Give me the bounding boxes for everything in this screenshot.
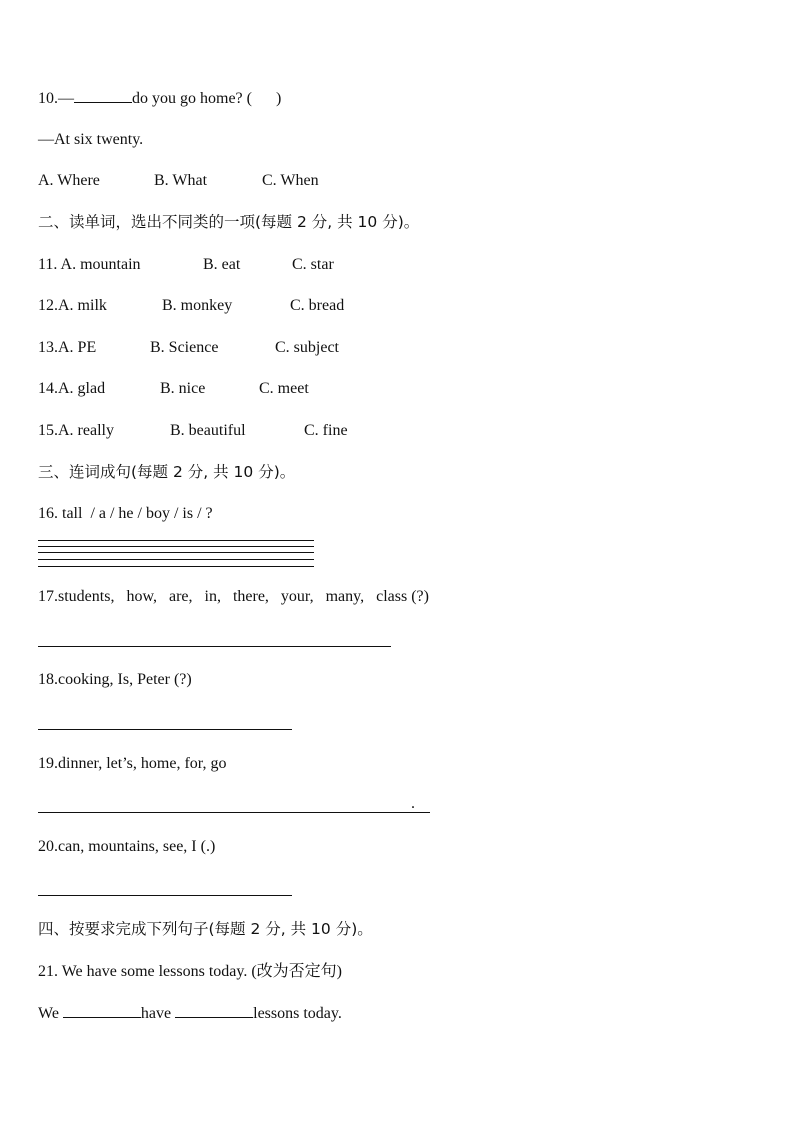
question-14: [38, 379, 309, 399]
sentence-period: .: [411, 795, 415, 812]
question-20: 20.can, mountains, see, I (.): [38, 838, 216, 855]
option-a[interactable]: 11. A. mountain: [38, 256, 141, 273]
sentence-fragment: have: [140, 1005, 176, 1022]
question-21: 21. We have some lessons today. (改为否定句): [38, 963, 343, 980]
q10-options: [38, 171, 319, 191]
option-c[interactable]: C. fine: [304, 422, 348, 439]
option-b[interactable]: B. nice: [160, 380, 206, 397]
q10-answer: —At six twenty.: [38, 131, 144, 148]
question-19: 19.dinner, let’s, home, for, go: [38, 755, 227, 772]
section-4-heading: 四、按要求完成下列句子(每题 2 分, 共 10 分)。: [38, 920, 373, 938]
answer-blank[interactable]: [175, 1003, 253, 1018]
option-b[interactable]: B. eat: [203, 256, 241, 273]
question-11: [38, 255, 334, 275]
option-c[interactable]: C. subject: [275, 339, 339, 356]
section-2-heading: 二、读单词，选出不同类的一项(每题 2 分, 共 10 分)。: [38, 213, 420, 231]
answer-line[interactable]: [38, 895, 292, 896]
sentence-fragment: We: [38, 1005, 63, 1022]
answer-blank[interactable]: [74, 88, 132, 103]
answer-blank[interactable]: [63, 1003, 141, 1018]
question-12: [38, 296, 344, 316]
option-b[interactable]: B. beautiful: [170, 422, 246, 439]
q10-text: do you go home? ( ): [132, 90, 282, 107]
question-16: 16. tall / a / he / boy / is / ?: [38, 505, 213, 522]
question-21-answer: [38, 1003, 342, 1024]
option-b[interactable]: B. What: [154, 172, 208, 189]
answer-line[interactable]: [38, 540, 314, 541]
question-10: [38, 88, 281, 109]
option-c[interactable]: C. When: [262, 172, 319, 189]
sentence-fragment: lessons today.: [253, 1005, 342, 1022]
question-13: [38, 338, 339, 358]
answer-line[interactable]: [38, 646, 391, 647]
option-c[interactable]: C. meet: [259, 380, 309, 397]
option-c[interactable]: C. star: [292, 256, 334, 273]
section-3-heading: 三、连词成句(每题 2 分, 共 10 分)。: [38, 463, 296, 481]
question-18: 18.cooking, Is, Peter (?): [38, 671, 192, 688]
answer-line[interactable]: [38, 552, 314, 553]
option-a[interactable]: 13.A. PE: [38, 339, 97, 356]
option-a[interactable]: 14.A. glad: [38, 380, 106, 397]
answer-line[interactable]: [38, 546, 314, 547]
option-a[interactable]: 15.A. really: [38, 422, 114, 439]
answer-line[interactable]: [38, 566, 314, 567]
question-17: 17.students, how, are, in, there, your, many, class (?): [38, 588, 429, 605]
option-c[interactable]: C. bread: [290, 297, 345, 314]
option-a[interactable]: 12.A. milk: [38, 297, 107, 314]
option-b[interactable]: B. monkey: [162, 297, 233, 314]
question-15: [38, 421, 348, 441]
option-b[interactable]: B. Science: [150, 339, 219, 356]
answer-line[interactable]: [38, 729, 292, 730]
option-a[interactable]: A. Where: [38, 172, 100, 189]
q10-prefix: 10.—: [38, 90, 74, 107]
answer-line[interactable]: [38, 559, 314, 560]
answer-line[interactable]: [38, 812, 430, 813]
